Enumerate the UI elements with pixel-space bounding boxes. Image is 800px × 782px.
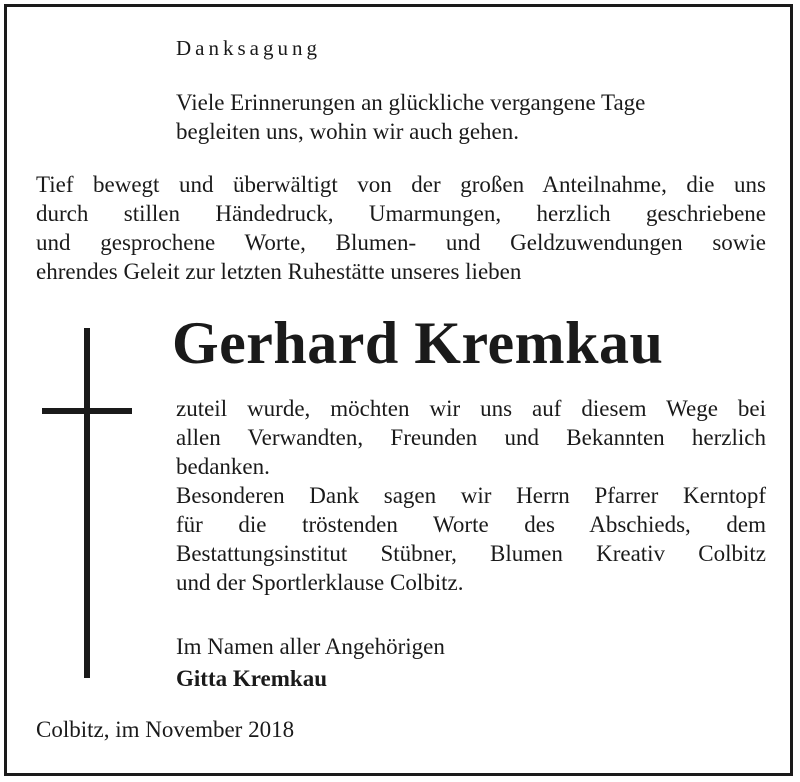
intro-line: ehrendes Geleit zur letzten Ruhestätte unseres lieben [36, 259, 522, 284]
body-line: bedanken. [176, 454, 270, 479]
intro-paragraph [36, 170, 766, 286]
body-line: für die tröstenden Worte des Abschieds, dem [176, 512, 766, 537]
thanks-paragraph [176, 394, 766, 597]
body-line: und der Sportlerklause Colbitz. [176, 570, 464, 595]
closing-line: Im Namen aller Angehörigen [176, 634, 445, 659]
cross-icon [84, 328, 90, 678]
body-line: Besonderen Dank sagen wir Herrn Pfarrer Kerntopf [176, 483, 766, 508]
signer-name: Gitta Kremkau [176, 666, 327, 691]
poem [176, 88, 645, 146]
body-line: Bestattungsinstitut Stübner, Blumen Kreativ Colbitz [176, 541, 766, 566]
body-line: allen Verwandten, Freunden und Bekannten herzlich [176, 425, 766, 450]
notice-title: Danksagung [176, 36, 321, 60]
poem-line: begleiten uns, wohin wir auch gehen. [176, 119, 519, 144]
intro-line: durch stillen Händedruck, Umarmungen, herzlich geschriebene [36, 201, 766, 226]
deceased-name: Gerhard Kremkau [172, 310, 664, 376]
poem-line: Viele Erinnerungen an glückliche vergangene Tage [176, 90, 646, 115]
intro-line: Tief bewegt und überwältigt von der großen Anteilnahme, die uns [36, 172, 766, 197]
place-date: Colbitz, im November 2018 [36, 717, 295, 742]
intro-line: und gesprochene Worte, Blumen- und Geldzuwendungen sowie [36, 230, 766, 255]
body-line: zuteil wurde, möchten wir uns auf diesem Wege bei [176, 396, 766, 421]
cross-icon-bar [42, 408, 132, 414]
